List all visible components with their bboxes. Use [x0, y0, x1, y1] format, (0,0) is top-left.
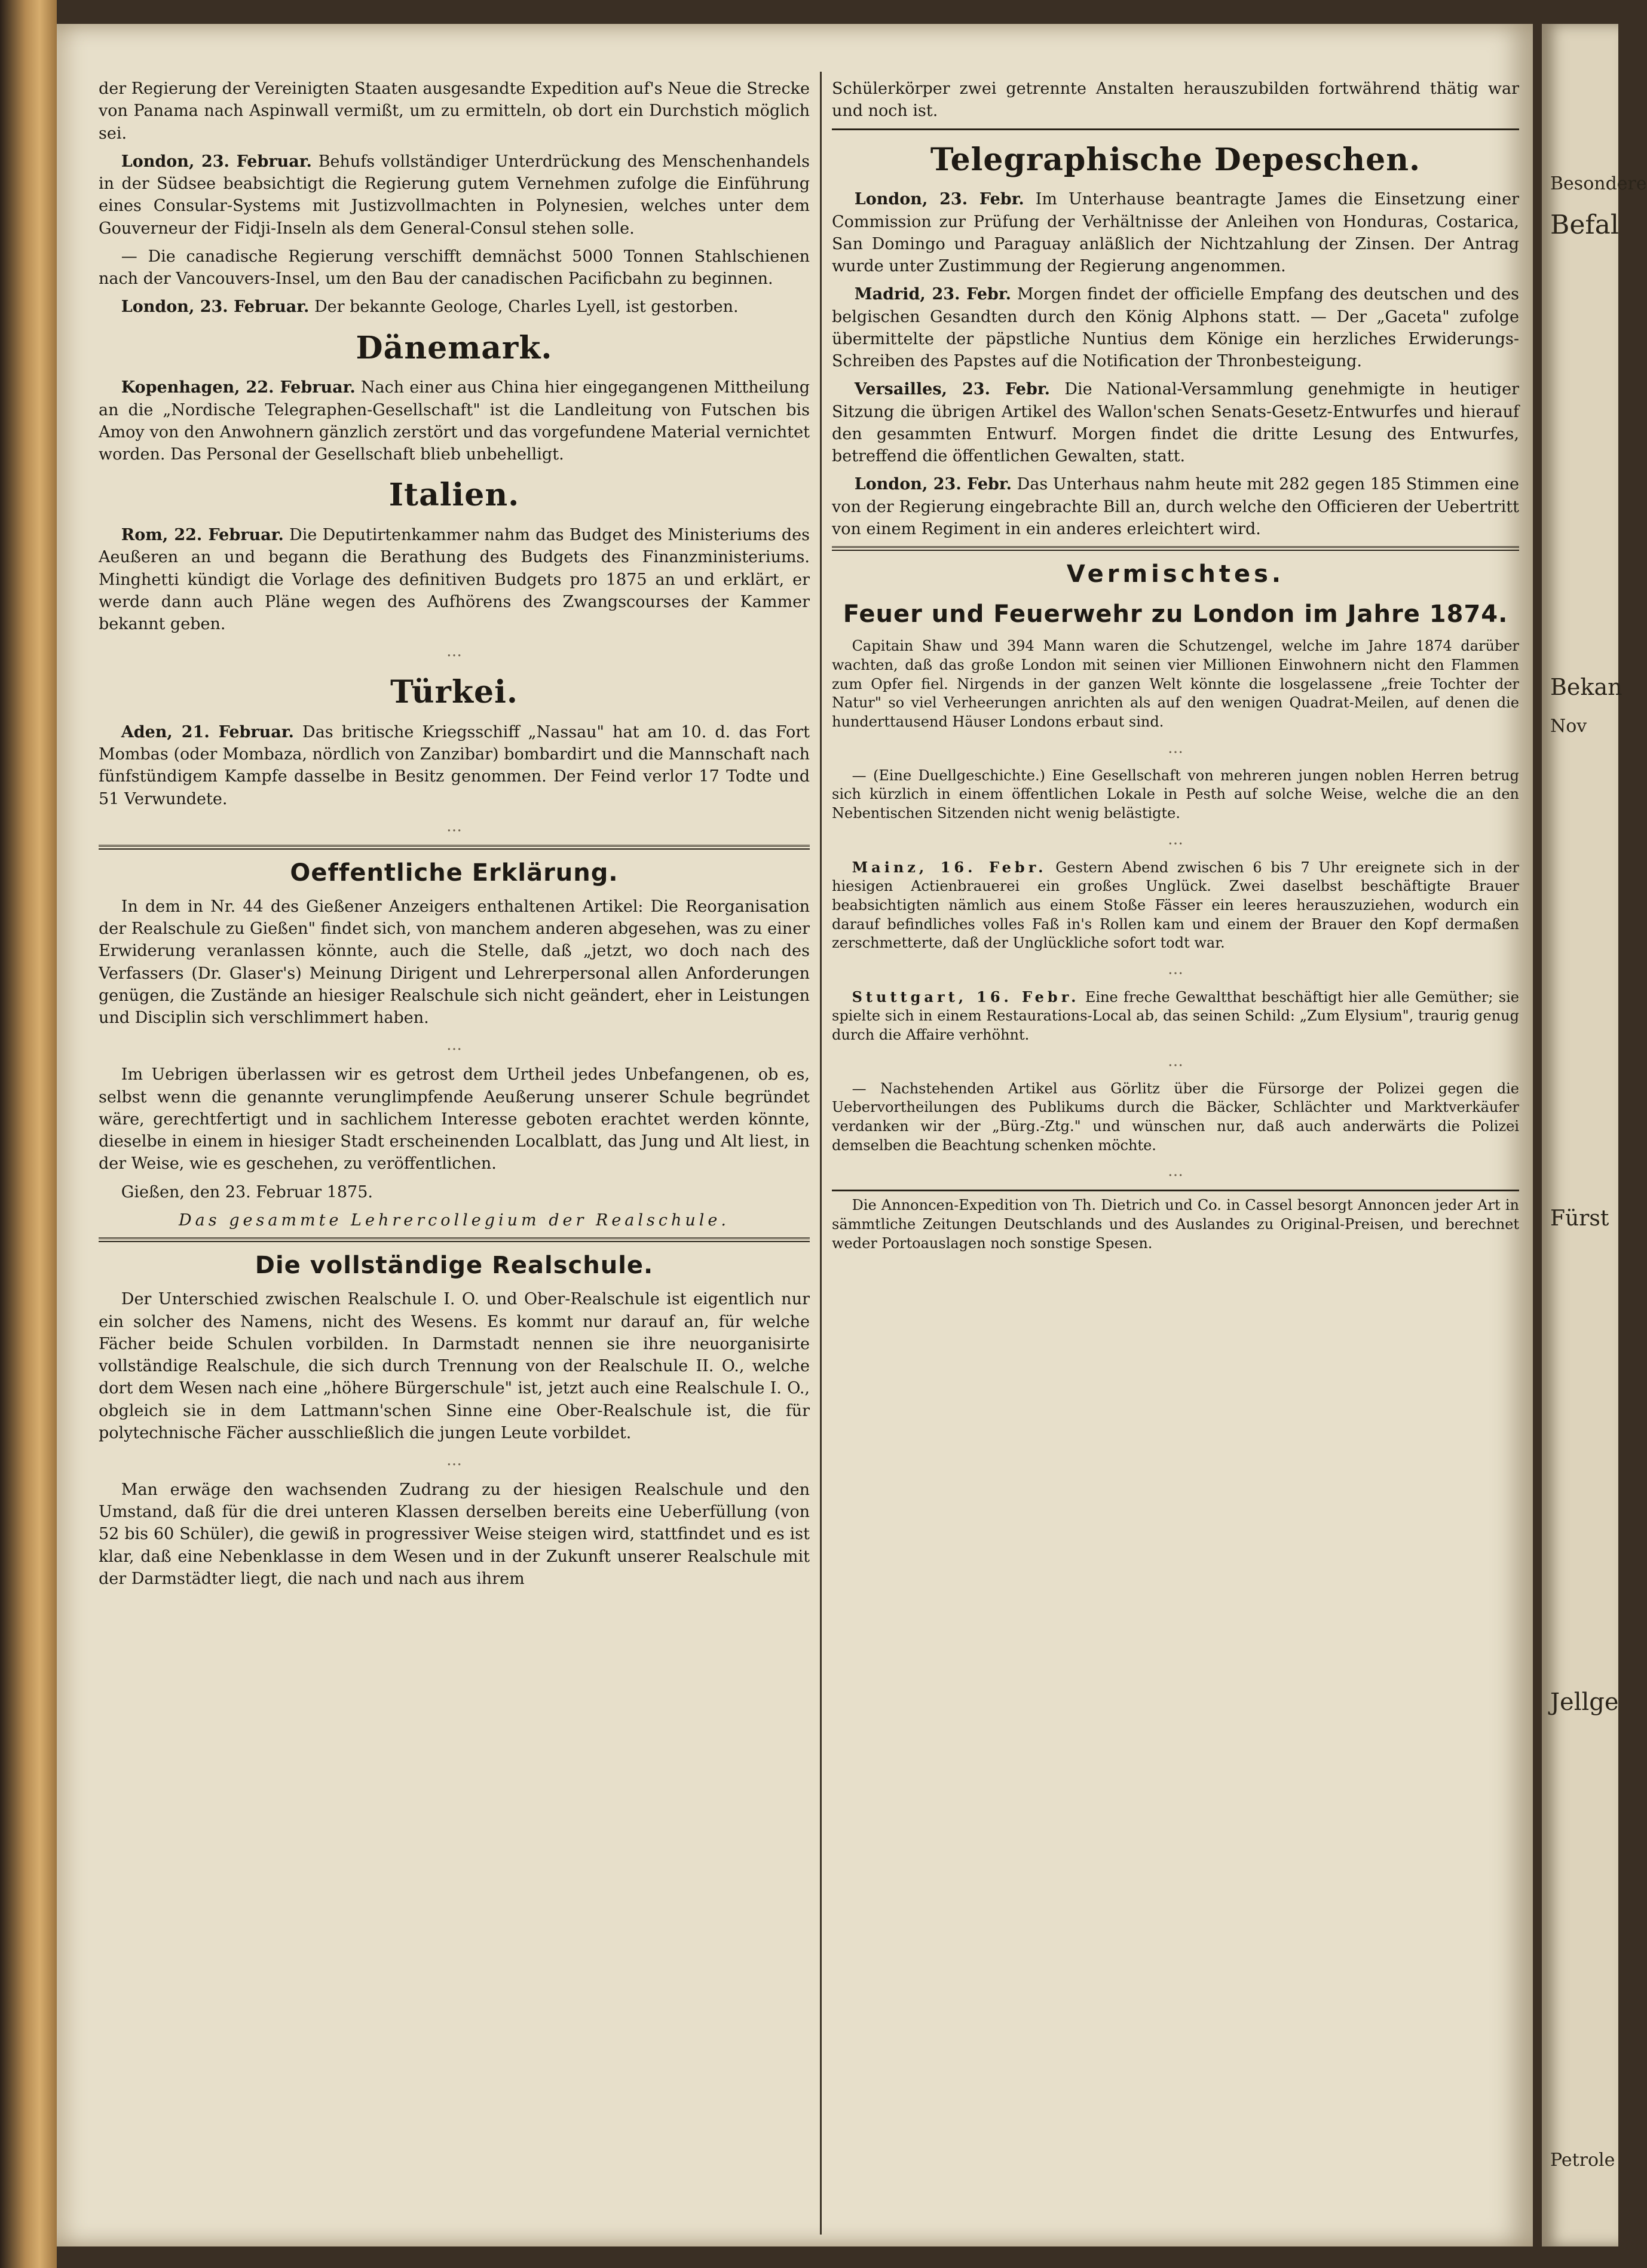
abridged-marker: … — [1168, 1162, 1183, 1181]
abridged-marker: … — [1168, 830, 1183, 848]
fire-article-text: Capitain Shaw und 394 Mann waren die Schutzengel, welche im Jahre 1874 darüber wachten, daß das große London mit seinen vier Millionen Einwohnern nicht den Flammen zum Opfer fiel. Nirgends in der ganzen Welt könnte die losgelassene „freie Tochter der Natur" so viel Verheerungen anrichten als auf den wenigen Quadrat-Meilen, auf denen die hunderttausend Häuser Londons erbaut sind. — [832, 638, 1519, 731]
adjacent-page-word: Nov — [1550, 716, 1587, 737]
article-text: Die Deputirtenkammer nahm das Budget des Ministeriums des Aeußeren an und begann die Berathung des Budgets des Finanzministeriums. Minghetti kündigt die Vorlage des definitiven Budgets pro 1875 an und erklärt, er werde dann auch Pläne wegen des Aufhörens des Zwangscourses der Kammer bekannt geben. — [99, 526, 810, 633]
dateline: Madrid, 23. Febr. — [854, 285, 1012, 304]
duel-story-text: — (Eine Duellgeschichte.) Eine Gesellschaft von mehreren jungen noblen Herren betrug sich kürzlich in einem öffentlichen Lokale in Pesth auf solche Weise, welche die an den Nebentischen Sitzenden nicht wenig belästigte. — [832, 767, 1519, 822]
dateline: Kopenhagen, 22. Februar. — [121, 378, 356, 397]
article-text: Das britische Kriegsschiff „Nassau" hat am 10. d. das Fort Mombas (oder Mombaza, nördlich von Zanzibar) bombardirt und die Mannschaft nach fünfstündigem Kampfe dasselbe in Besitz genommen. Der Feind verlor 17 Todte und 51 Verwundete. — [99, 722, 810, 808]
abridged-marker: … — [446, 817, 462, 835]
goerlitz-police-notice: — Nachstehenden Artikel aus Görlitz über die Fürsorge der Polizei gegen die Uebervortheilungen des Publikums durch die Bäcker, Schlächter und Marktverkäufer verdanken wir der „Bürg.-Ztg." und wünschen nur, daß auch anderwärts die Polizei demselben die Beachtung schenken möchte. — [832, 1080, 1519, 1154]
dateline: Rom, 22. Februar. — [121, 526, 284, 544]
telegram-versailles — [832, 378, 1519, 467]
adjacent-page-word: Petrole — [1550, 2150, 1615, 2171]
adjacent-page-word: Besondere — [1550, 173, 1647, 194]
heading-realschule: Die vollständige Realschule. — [255, 1252, 654, 1280]
rom-article — [99, 524, 810, 635]
column-divider — [820, 72, 822, 2235]
right-column — [832, 78, 1519, 1259]
adjacent-page-word: Befal — [1550, 210, 1619, 240]
section-heading-turkey: Türkei. — [390, 674, 518, 711]
stuttgart-article — [832, 988, 1519, 1045]
section-heading-italy: Italien. — [388, 477, 520, 514]
article-text: Im Unterhause beantragte James die Einsetzung einer Commission zur Prüfung der Verhältnisse der Anleihen von Honduras, Costarica, San Domingo und Paraguay anläßlich der Nichtzahlung der Zinsen. Der Antrag wurde unter Zustimmung der Regierung angenommen. — [832, 190, 1519, 275]
article-text: Nach einer aus China hier eingegangenen Mittheilung an die „Nordische Telegraphen-Gesellschaft" ist die Landleitung von Futschen bis Amoy von den Anwohnern gänzlich zerstört und das vorgefundene Material vernichtet worden. Das Personal der Gesellschaft blieb unbehelligt. — [99, 378, 810, 464]
dateline: Stuttgart, 16. Febr. — [852, 988, 1080, 1006]
abridged-marker: … — [1168, 1052, 1183, 1070]
dateline: Mainz, 16. Febr. — [852, 858, 1047, 876]
public-declaration-signature: Das gesammte Lehrercollegium der Realschule. — [179, 1210, 730, 1230]
article-text: Behufs vollständiger Unterdrückung des Menschenhandels in der Südsee beabsichtigt die Regierung gutem Vernehmen zufolge die Einführung eines Consular-Systems mit Justizvollmachten in Polynesien, welches unter dem Gouverneur der Fidji-Inseln als dem General-Consul stehen solle. — [99, 152, 810, 238]
book-edge — [0, 0, 57, 2268]
article-text: Der bekannte Geologe, Charles Lyell, ist gestorben. — [314, 298, 739, 317]
canada-rail-note: — Die canadische Regierung verschifft demnächst 5000 Tonnen Stahlschienen nach der Vancouvers-Insel, um den Bau der canadischen Pacificbahn zu beginnen. — [99, 247, 810, 288]
abridged-marker: … — [446, 1451, 462, 1469]
section-heading-denmark: Dänemark. — [356, 329, 553, 366]
dateline: Aden, 21. Februar. — [121, 722, 294, 741]
public-declaration-place-date: Gießen, den 23. Februar 1875. — [121, 1182, 373, 1202]
adjacent-page-word: Jellge — [1550, 1688, 1619, 1716]
abridged-marker: … — [1168, 738, 1183, 757]
realschule-text-2: Man erwäge den wachsenden Zudrang zu der hiesigen Realschule und den Umstand, daß für die drei unteren Klassen derselben bereits eine Ueberfüllung (von 52 bis 60 Schüler), die gewiß in progressiver Weise steigen wird, stattfindet und es ist klar, daß eine Nebenklasse in dem Wesen und in der Zukunft unserer Realschule mit der Darmstädter liegt, die nach und nach aus ihrem — [99, 1480, 810, 1588]
section-rule — [99, 845, 810, 850]
abridged-marker: … — [1168, 960, 1183, 978]
telegram-london-1 — [832, 188, 1519, 277]
kopenhagen-article — [99, 376, 810, 465]
mainz-article — [832, 858, 1519, 953]
adjacent-page-word: Bekan — [1550, 674, 1622, 700]
public-declaration-text-2: Im Uebrigen überlassen wir es getrost dem Urtheil jedes Unbefangenen, ob es, selbst wenn die genannte verunglimpfende Aeußerung unserer Schule begründet wäre, gerechtfertigt und in sachlichem Interesse geboten erachtet werden könnte, dieselbe in einem in hiesiger Stadt erscheinenden Localblatt, das Jung und Alt liest, in der Weise, wie es geschehen, zu veröffentlichen. — [99, 1065, 810, 1173]
london-article-2 — [99, 296, 810, 318]
article-text: Eine freche Gewaltthat beschäftigt hier alle Gemüther; sie spielte sich in einem Restaurations-Local ab, das seinen Schild: „Zum Elysium", traurig genug durch die Affaire verhöhnt. — [832, 988, 1519, 1044]
adjacent-page-fragment — [1542, 24, 1647, 2246]
section-rule — [832, 546, 1519, 551]
dateline: London, 23. Febr. — [854, 475, 1012, 494]
section-heading-miscellany: Vermischtes. — [1066, 560, 1285, 588]
article-text: Morgen findet der officielle Empfang des deutschen und des belgischen Gesandten durch den König Alphons statt. — Der „Gaceta" zufolge übermittelte der päpstliche Nuntius dem Könige ein herzliches Erwiderungs-Schreiben des Papstes auf die Notification der Thronbesteigung. — [832, 285, 1519, 370]
adjacent-page-word: Fürst — [1550, 1206, 1609, 1231]
right-intro: Schülerkörper zwei getrennte Anstalten herauszubilden fortwährend thätig war und noch ist. — [832, 79, 1519, 121]
telegram-madrid — [832, 283, 1519, 372]
heading-fire-london: Feuer und Feuerwehr zu London im Jahre 1874. — [843, 600, 1508, 629]
aden-article — [99, 721, 810, 810]
abridged-marker: … — [446, 1036, 462, 1055]
public-declaration-text: In dem in Nr. 44 des Gießener Anzeigers enthaltenen Artikel: Die Reorganisation der Realschule zu Gießen" findet sich, von manchem anderen abgesehen, was zu einer Erwiderung veranlassen könnte, auch die Stelle, daß „jetzt, wo doch nach des Verfassers (Dr. Glaser's) Meinung Dirigent und Lehrerpersonal allen Anforderungen genügen, die Zustände an hiesiger Realschule sich nicht geändert, eher in Leistungen und Disciplin sich verschlimmert haben. — [99, 897, 810, 1028]
london-article-1 — [99, 151, 810, 240]
advertising-agency-notice: Die Annoncen-Expedition von Th. Dietrich und Co. in Cassel besorgt Annoncen jeder Art in sämmtliche Zeitungen Deutschlands und des Auslandes zu Original-Preisen, und berechnet weder Portoauslagen noch sonstige Spesen. — [832, 1197, 1519, 1252]
section-rule — [832, 1190, 1519, 1191]
telegram-london-2 — [832, 473, 1519, 540]
dateline: London, 23. Februar. — [121, 298, 310, 317]
abridged-marker: … — [446, 642, 462, 661]
section-rule — [99, 1237, 810, 1242]
dateline: Versailles, 23. Febr. — [854, 380, 1050, 399]
dateline: London, 23. Febr. — [854, 190, 1024, 209]
section-heading-telegraph: Telegraphische Depeschen. — [930, 141, 1421, 178]
left-column — [99, 78, 810, 1596]
article-text: Das Unterhaus nahm heute mit 282 gegen 185 Stimmen eine von der Regierung eingebrachte Bill an, durch welche den Officieren der Uebertritt von einem Regiment in ein anderes erleichtert wird. — [832, 475, 1519, 538]
article-text: Gestern Abend zwischen 6 bis 7 Uhr ereignete sich in der hiesigen Actienbrauerei ein großes Unglück. Zwei daselbst beschäftigte Brauer beabsichtigten nämlich aus einem Stoße Fässer ein leeres herauszuziehen, wodurch ein darauf befindliches volles Faß in's Rollen kam und einem der Brauer den Kopf dermaßen zerschmetterte, daß der Unglückliche sofort todt war. — [832, 859, 1519, 952]
heading-public-declaration: Oeffentliche Erklärung. — [290, 859, 619, 887]
realschule-text: Der Unterschied zwischen Realschule I. O. und Ober-Realschule ist eigentlich nur ein solcher des Namens, nicht des Wesens. Es kommt nur darauf an, für welche Fächer beide Schulen vorbilden. In Darmstadt nennen sie ihre neuorganisirte vollständige Realschule, die sich durch Trennung von der Realschule II. O., welche dort dem Wesen nach eine „höhere Bürgerschule" ist, jetzt auch eine Realschule I. O., obgleich sie in dem Lattmann'schen Sinne eine Ober-Realschule ist, die für polytechnische Fächer ausschließlich die jungen Leute vorbildet. — [99, 1290, 810, 1442]
section-rule — [832, 128, 1519, 130]
dateline: London, 23. Februar. — [121, 152, 312, 171]
article-text: Die National-Versammlung genehmigte in heutiger Sitzung die übrigen Artikel des Wallon'schen Senats-Gesetz-Entwurfes und hierauf den gesammten Entwurf. Morgen findet die dritte Lesung des Entwurfes, betreffend die öffentlichen Gewalten, statt. — [832, 380, 1520, 465]
left-intro: der Regierung der Vereinigten Staaten ausgesandte Expedition auf's Neue die Strecke von Panama nach Aspinwall vermißt, um zu ermitteln, ob dort ein Durchstich möglich sei. — [99, 79, 810, 143]
